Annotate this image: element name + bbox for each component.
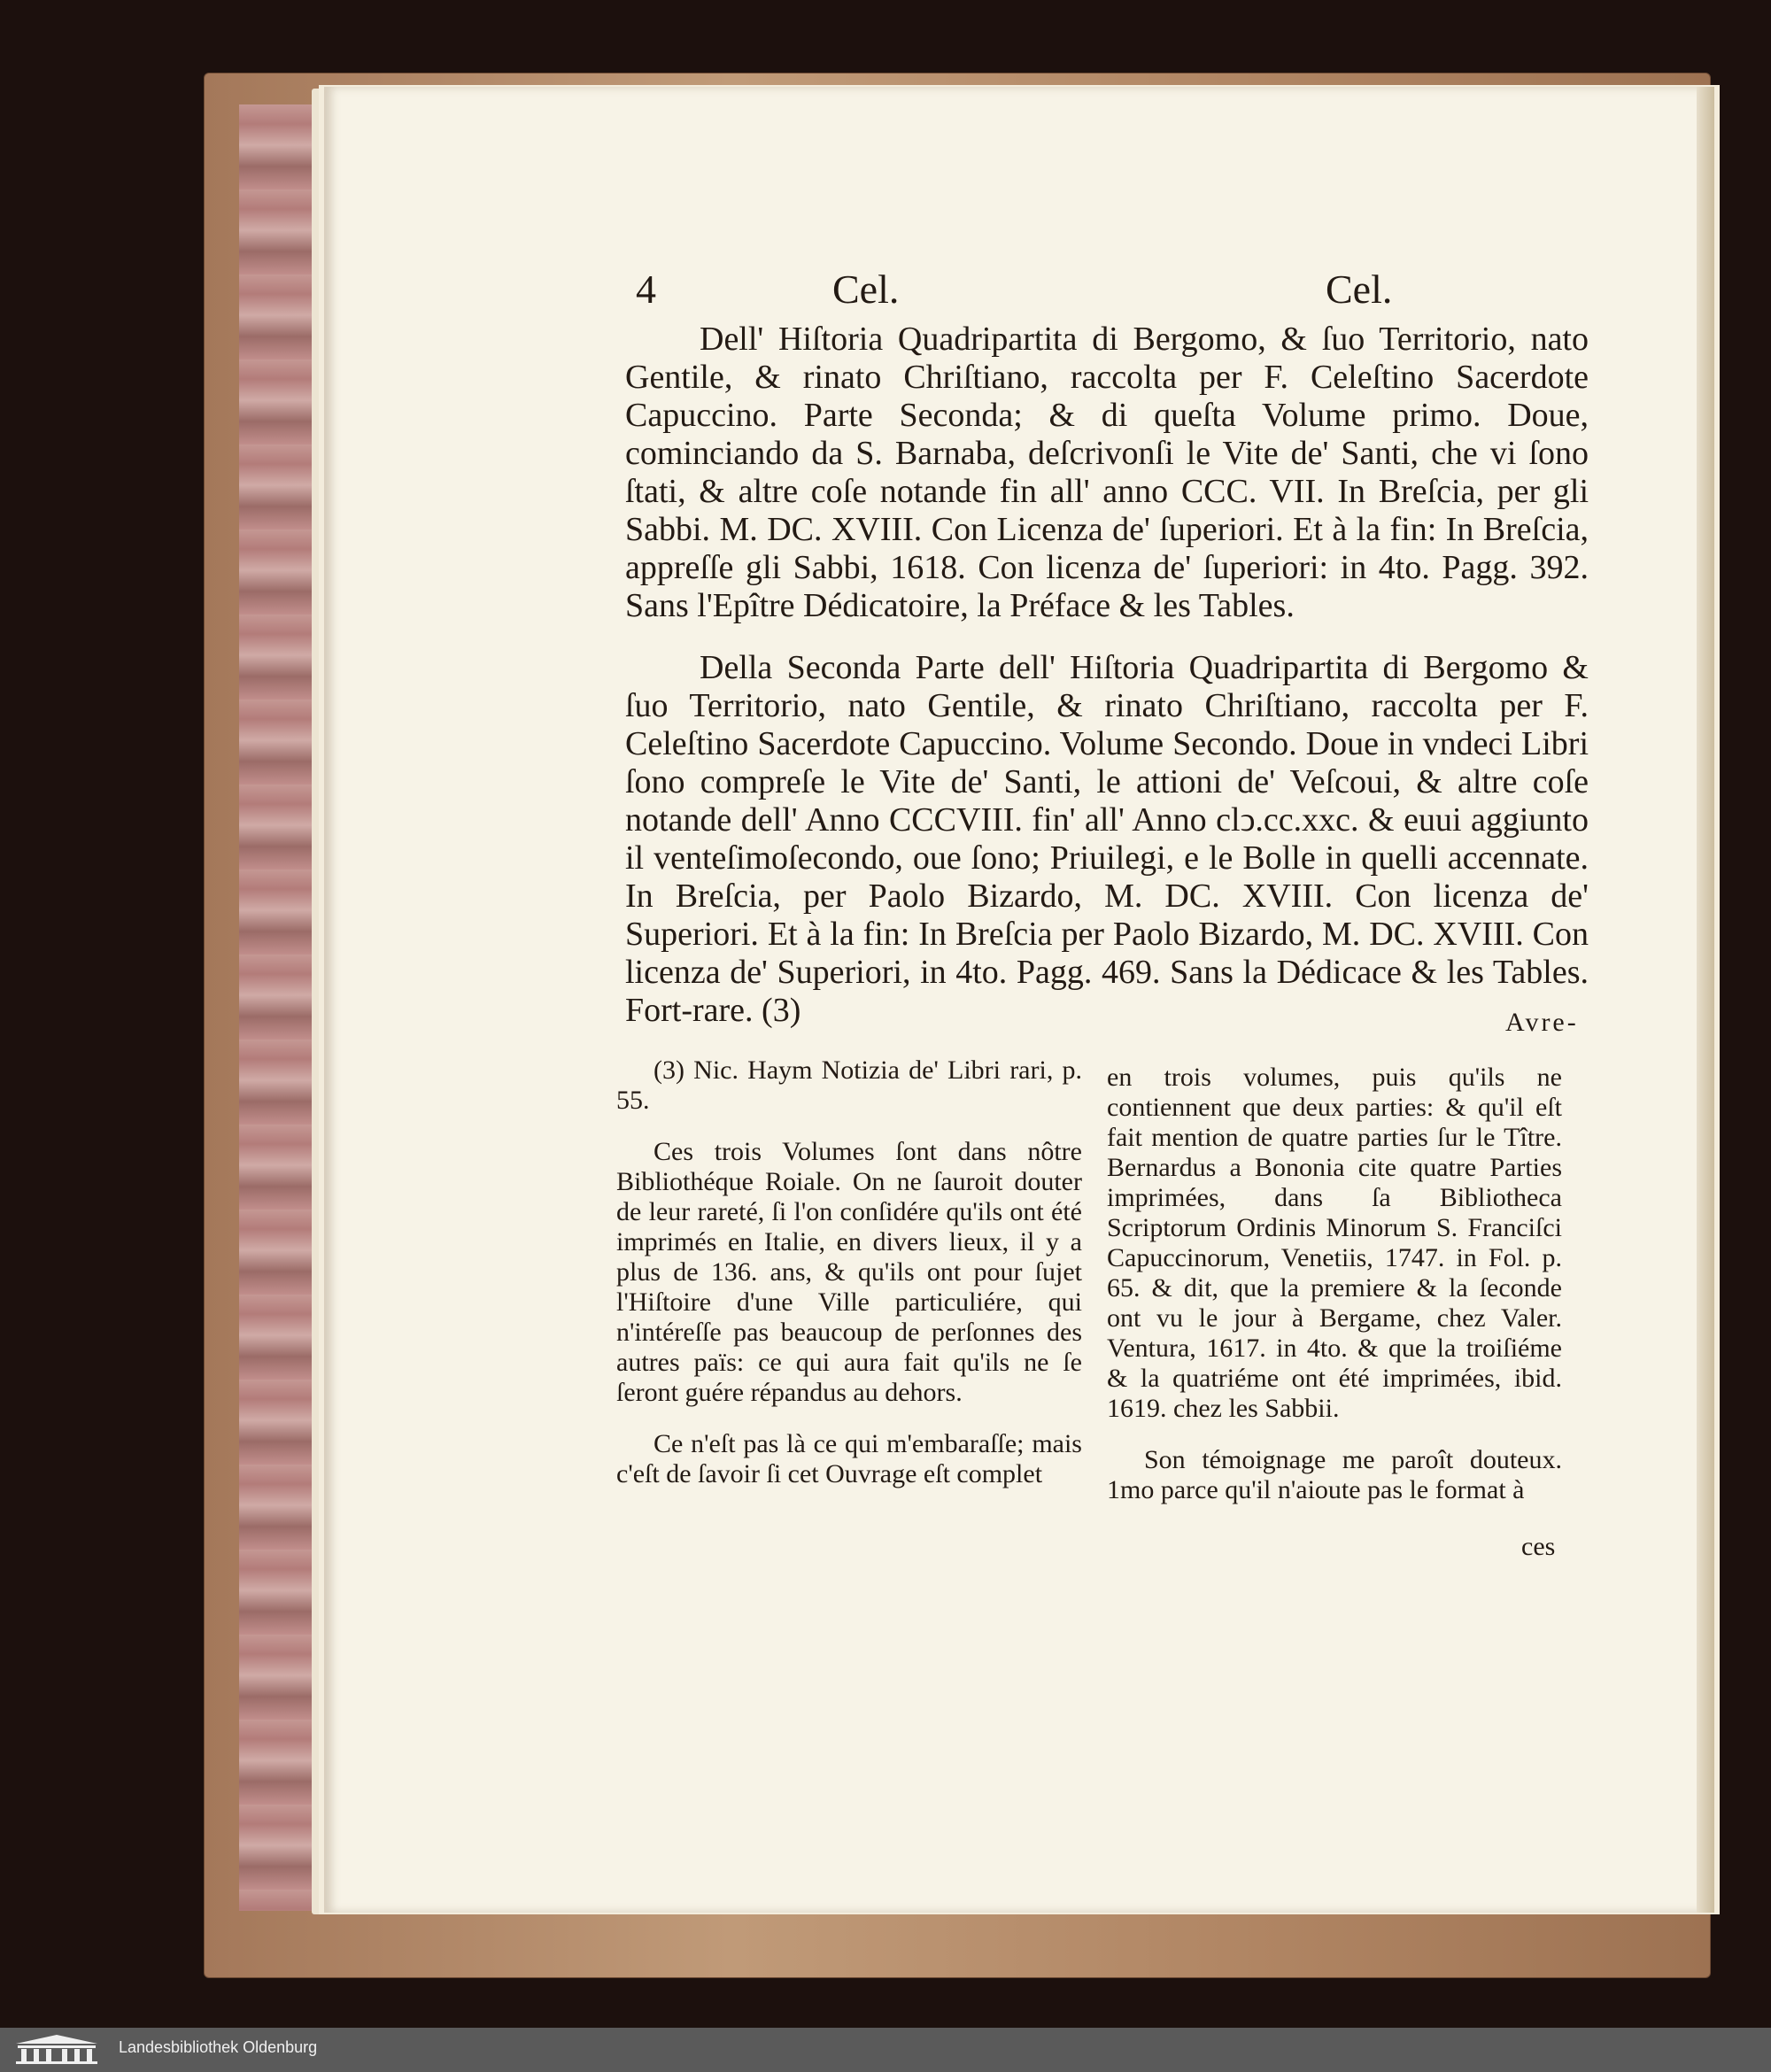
catchword-top: Avre- [1505,1008,1579,1037]
entry-paragraph-1: Dell' Hiſtoria Quadripartita di Bergomo, & ſuo Territorio, nato Gentile, & rinato Chriſtiano, raccolta per F. Celeſtino Sacerdote Capuccino. Parte Seconda; & di queſta Volume primo. Doue, cominciando da S. Barnaba, deſcrivonſi le Vite de' Santi, che vi ſono ſtati, & altre coſe notande fin all' anno CCC. VII. In Breſcia, per gli Sabbi. M. DC. XVIII. Con Licenza de' ſuperiori. Et à la fin: In Breſcia, appreſſe gli Sabbi, 1618. Con licenza de' ſuperiori: in 4to. Pagg. 392. Sans l'Epître Dédicatoire, la Préface & les Tables. [625,321,1589,624]
catchword-bottom: ces [1521,1532,1556,1561]
library-building-icon [12,2033,101,2065]
left-paragraph-1: Ces trois Volumes ſont dans nôtre Bibliothéque Roiale. On ne ſauroit douter de leur rareté, ſi l'on conſidére qu'ils ont été imprimés en Italie, en divers lieux, il y a plus de 136. ans, & qu'ils ont pour ſujet l'Hiſtoire d'une Ville particuliére, qui n'intéreſſe pas beaucoup de perſonnes des autres païs: ce qui aura fait qu'ils ne ſe ſeront guére répandus au dehors. [616,1137,1082,1407]
left-column [616,1055,1082,1511]
running-head-right: Cel. [1326,267,1393,312]
left-paragraph-2: Ce n'eſt pas là ce qui m'embaraſſe; mais c'eſt de ſavoir ſi cet Ouvrage eſt complet [616,1429,1082,1488]
right-paragraph-1: en trois volumes, puis qu'ils ne contiennent que deux parties: & qu'il eſt fait mention de quatre parties ſur le Tître. Bernardus a Bononia cite quatre Parties imprimées, dans ſa Bibliotheca Scriptorum Ordinis Minorum S. Franciſci Capuccinorum, Venetiis, 1747. in Fol. p. 65. & dit, que la premiere & la ſeconde ont vu le jour à Bergame, chez Valer. Ventura, 1617. in 4to. & que la troiſiéme & la quatriéme ont été imprimées, ibid. 1619. chez les Sabbii. [1107,1063,1562,1423]
main-text [625,321,1589,1030]
right-paragraph-2: Son témoignage me paroît douteux. 1mo parce qu'il n'aioute pas le format à [1107,1445,1562,1504]
footnote: (3) Nic. Haym Notizia de' Libri rari, p. 55. [616,1055,1082,1115]
entry-paragraph-2: Della Seconda Parte dell' Hiſtoria Quadripartita di Bergomo & ſuo Territorio, nato Gentile, & rinato Chriſtiano, raccolta per F. Celeſtino Sacerdote Capuccino. Volume Secondo. Doue in vndeci Libri ſono compreſe le Vite de' Santi, le attioni de' Veſcoui, & altre coſe notande dell' Anno CCCVIII. fin' all' Anno clↄ.cc.xxc. & euui aggiunto il venteſimoſecondo, oue ſono; Priuilegi, e le Bolle in quelli accennate. In Breſcia, per Paolo Bizardo, M. DC. XVIII. Con licenza de' Superiori. Et à la fin: In Breſcia per Paolo Bizardo, M. DC. XVIII. Con licenza de' Superiori, in 4to. Pagg. 469. Sans la Dédicace & les Tables. Fort-rare. (3) [625,649,1589,1029]
right-column [1107,1063,1562,1527]
page-number: 4 [636,267,656,312]
footer-bar [0,2028,1771,2072]
page-gutter [1697,87,1714,1913]
library-name: Landesbibliothek Oldenburg [119,2038,318,2056]
running-head-left: Cel. [832,267,900,312]
